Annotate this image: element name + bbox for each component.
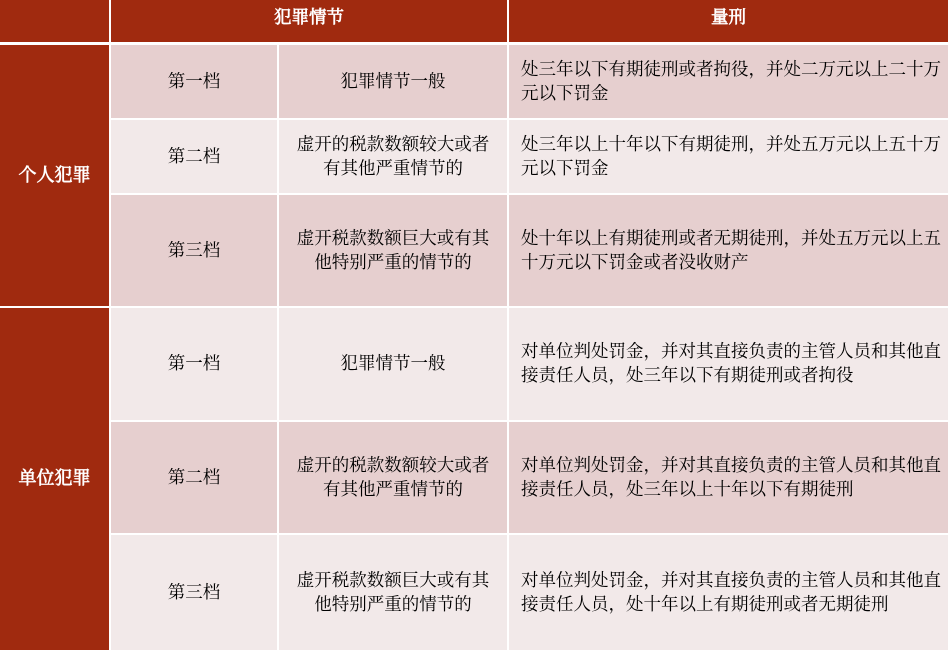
tier-cell: 第三档 (111, 535, 277, 650)
circumstance-cell (279, 195, 507, 306)
circumstance-text: 虚开税款数额巨大或有其他特别严重的情节的 (296, 570, 490, 615)
penalty-cell (509, 45, 948, 118)
penalty-text: 处十年以上有期徒刑或者无期徒刑，并处五万元以上五十万元以下罚金或者没收财产 (521, 228, 941, 273)
circumstance-cell (279, 120, 507, 193)
circumstance-cell (279, 45, 507, 118)
circumstance-text: 虚开的税款数额较大或者有其他严重情节的 (296, 455, 490, 500)
tier-cell: 第一档 (111, 45, 277, 118)
penalty-text: 处三年以上十年以下有期徒刑，并处五万元以上五十万元以下罚金 (521, 134, 941, 179)
penalty-text: 处三年以下有期徒刑或者拘役，并处二万元以上二十万元以下罚金 (521, 59, 941, 104)
circumstance-text: 虚开税款数额巨大或有其他特别严重的情节的 (296, 228, 490, 273)
penalty-cell (509, 308, 948, 420)
header-crime-circumstances: 犯罪情节 (111, 0, 507, 42)
circumstance-cell (279, 422, 507, 533)
circumstance-text: 虚开的税款数额较大或者有其他严重情节的 (296, 134, 490, 179)
tier-cell: 第二档 (111, 422, 277, 533)
group-label-unit: 单位犯罪 (0, 308, 109, 650)
penalty-text: 对单位判处罚金，并对其直接负责的主管人员和其他直接责任人员，处三年以下有期徒刑或者拘役 (521, 342, 941, 386)
group-label-individual: 个人犯罪 (0, 45, 109, 306)
header-blank-cell (0, 0, 109, 42)
circumstance-cell (279, 308, 507, 420)
penalty-cell (509, 120, 948, 193)
circumstance-text: 犯罪情节一般 (340, 71, 446, 92)
penalty-text: 对单位判处罚金，并对其直接负责的主管人员和其他直接责任人员，处三年以上十年以下有期徒刑 (521, 455, 941, 500)
circumstance-cell (279, 535, 507, 650)
tier-cell: 第一档 (111, 308, 277, 420)
tier-cell: 第三档 (111, 195, 277, 306)
penalty-text: 对单位判处罚金，并对其直接负责的主管人员和其他直接责任人员，处十年以上有期徒刑或者无期徒刑 (521, 570, 941, 615)
penalty-cell (509, 535, 948, 650)
penalty-cell (509, 195, 948, 306)
circumstance-text: 犯罪情节一般 (340, 354, 446, 374)
penalty-cell (509, 422, 948, 533)
header-penalty: 量刑 (509, 0, 948, 42)
tier-cell: 第二档 (111, 120, 277, 193)
